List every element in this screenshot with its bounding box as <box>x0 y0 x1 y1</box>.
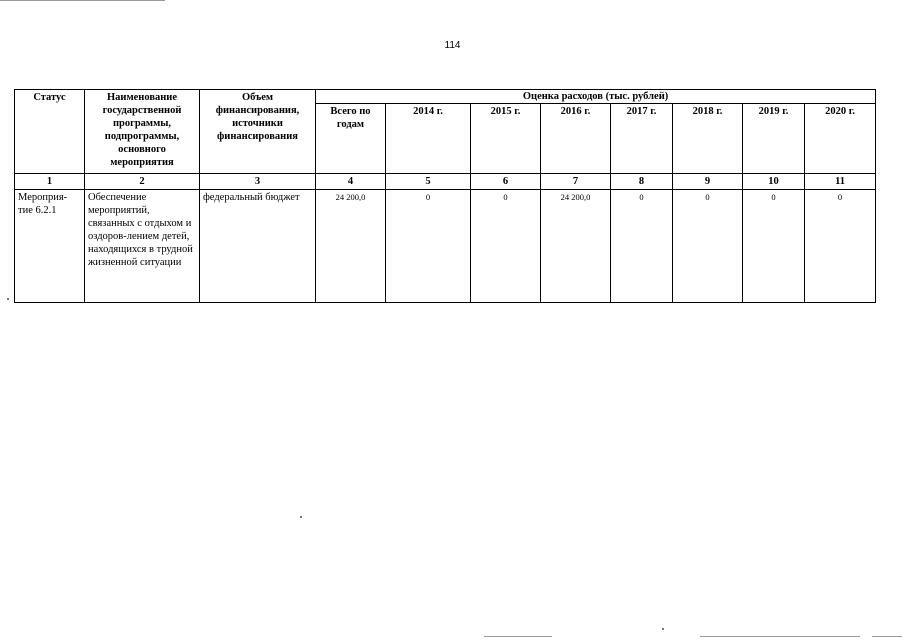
header-name: Наименование государственной программы, подпрограммы, основного мероприятия <box>85 90 200 174</box>
cell-2016: 24 200,0 <box>541 190 611 303</box>
scan-artifact-dot <box>300 516 302 518</box>
scan-artifact-dot <box>662 628 664 630</box>
column-number: 10 <box>743 174 805 190</box>
cell-2015: 0 <box>471 190 541 303</box>
header-row-1 <box>15 90 876 104</box>
header-year-2018: 2018 г. <box>673 104 743 174</box>
cell-name: Обеспечение мероприятий, связанных с отдыхом и оздоров-лением детей, находящихся в трудной жизненной ситуации <box>85 190 200 303</box>
column-number: 4 <box>316 174 386 190</box>
header-expenses: Оценка расходов (тыс. рублей) <box>316 90 876 104</box>
header-total: Всего по годам <box>316 104 386 174</box>
cell-total: 24 200,0 <box>316 190 386 303</box>
column-number: 6 <box>471 174 541 190</box>
cell-2017: 0 <box>611 190 673 303</box>
cell-2018: 0 <box>673 190 743 303</box>
column-number: 9 <box>673 174 743 190</box>
column-number: 11 <box>805 174 876 190</box>
column-number: 5 <box>386 174 471 190</box>
header-year-2014: 2014 г. <box>386 104 471 174</box>
header-year-2017: 2017 г. <box>611 104 673 174</box>
scan-artifact-line <box>0 0 165 1</box>
page-number: 114 <box>444 40 461 51</box>
header-year-2015: 2015 г. <box>471 104 541 174</box>
header-year-2016: 2016 г. <box>541 104 611 174</box>
header-year-2019: 2019 г. <box>743 104 805 174</box>
cell-2014: 0 <box>386 190 471 303</box>
cell-2019: 0 <box>743 190 805 303</box>
scan-artifact-line <box>872 636 902 637</box>
scan-artifact-line <box>484 636 552 637</box>
column-number: 2 <box>85 174 200 190</box>
column-number: 1 <box>15 174 85 190</box>
scan-artifact-line <box>700 636 860 637</box>
column-number: 3 <box>200 174 316 190</box>
column-number: 7 <box>541 174 611 190</box>
table-row <box>15 190 876 303</box>
column-number: 8 <box>611 174 673 190</box>
scan-artifact-dot <box>7 298 9 300</box>
cell-2020: 0 <box>805 190 876 303</box>
expense-table <box>14 89 876 303</box>
cell-status: Мероприя-тие 6.2.1 <box>15 190 85 303</box>
header-volume: Объем финансирования, источники финансирования <box>200 90 316 174</box>
cell-source: федеральный бюджет <box>200 190 316 303</box>
header-year-2020: 2020 г. <box>805 104 876 174</box>
header-status: Статус <box>15 90 85 174</box>
column-number-row <box>15 174 876 190</box>
